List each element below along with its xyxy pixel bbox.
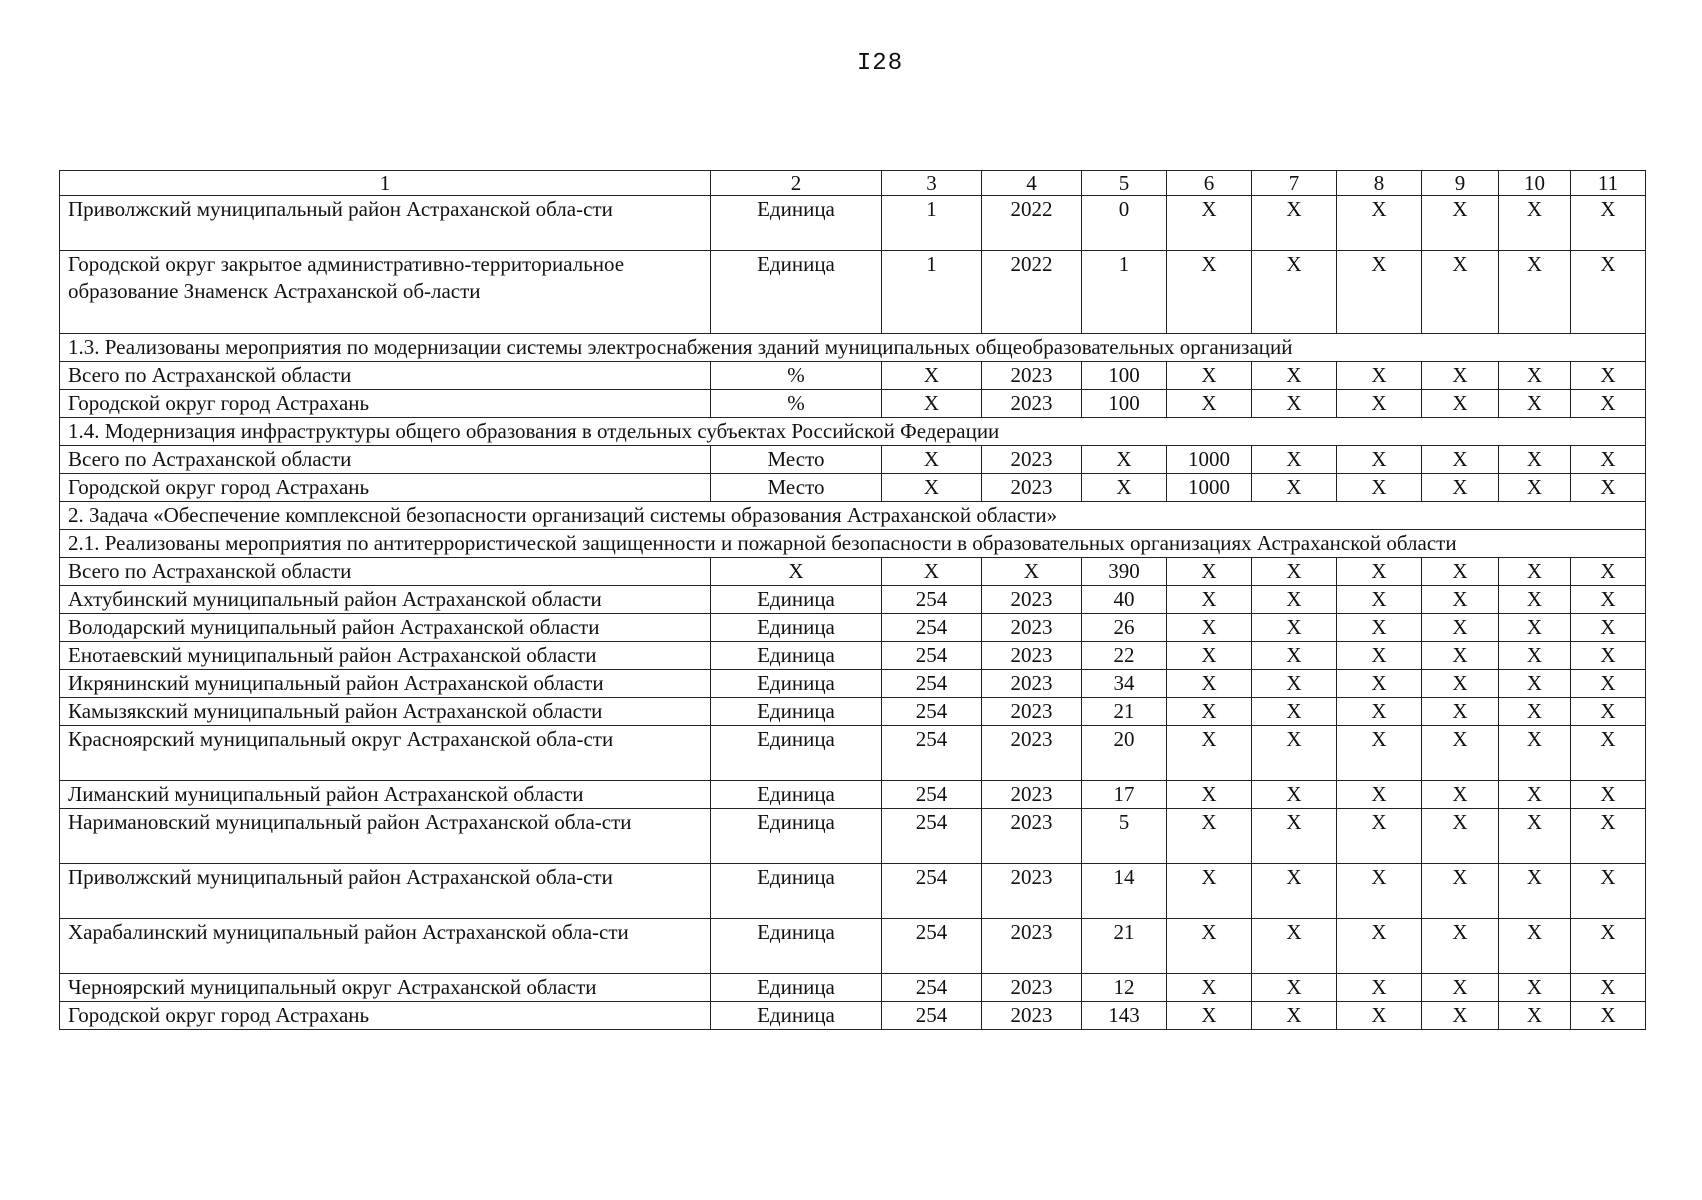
cell-value-10: X [1499,446,1571,474]
cell-value-11: X [1571,1002,1646,1030]
cell-value-7: X [1252,390,1337,418]
cell-value-6: X [1167,614,1252,642]
cell-value-11: X [1571,864,1646,919]
cell-year: 2023 [982,614,1082,642]
cell-year: X [982,558,1082,586]
cell-year: 2023 [982,919,1082,974]
cell-value-6: X [1167,864,1252,919]
cell-value-6: X [1167,251,1252,334]
cell-unit: Единица [711,781,882,809]
table-row [60,698,1646,726]
cell-value-5: 100 [1082,362,1167,390]
cell-year: 2023 [982,726,1082,781]
section-row [60,530,1646,558]
cell-value-5: 21 [1082,698,1167,726]
cell-name: Наримановский муниципальный район Астраханской обла-сти [60,809,711,864]
table-row [60,726,1646,781]
cell-value-11: X [1571,809,1646,864]
cell-value-10: X [1499,670,1571,698]
cell-value-3: X [882,558,982,586]
cell-value-5: 0 [1082,196,1167,251]
cell-year: 2023 [982,670,1082,698]
cell-unit: Место [711,474,882,502]
cell-value-5: X [1082,446,1167,474]
table-row [60,919,1646,974]
cell-value-9: X [1422,586,1499,614]
cell-unit: Единица [711,974,882,1002]
cell-value-9: X [1422,614,1499,642]
cell-value-7: X [1252,614,1337,642]
cell-value-10: X [1499,474,1571,502]
cell-unit: Единица [711,919,882,974]
cell-unit: % [711,362,882,390]
cell-unit: Единица [711,586,882,614]
cell-value-9: X [1422,781,1499,809]
cell-value-5: 22 [1082,642,1167,670]
cell-value-5: X [1082,474,1167,502]
cell-value-11: X [1571,698,1646,726]
section-title: 2.1. Реализованы мероприятия по антитеррористической защищенности и пожарной безопасности в образовательных организациях Астраханской области [60,530,1646,558]
cell-value-6: X [1167,670,1252,698]
cell-value-11: X [1571,614,1646,642]
section-title: 1.3. Реализованы мероприятия по модернизации системы электроснабжения зданий муниципальных общеобразовательных организаций [60,334,1646,362]
cell-value-9: X [1422,362,1499,390]
cell-value-9: X [1422,390,1499,418]
column-header-4: 4 [982,171,1082,196]
cell-value-10: X [1499,864,1571,919]
cell-value-7: X [1252,726,1337,781]
cell-year: 2023 [982,642,1082,670]
cell-value-7: X [1252,251,1337,334]
cell-value-9: X [1422,919,1499,974]
cell-value-8: X [1337,974,1422,1002]
section-title: 1.4. Модернизация инфраструктуры общего образования в отдельных субъектах Российской Федерации [60,418,1646,446]
cell-value-3: 254 [882,698,982,726]
cell-value-9: X [1422,642,1499,670]
cell-value-6: 1000 [1167,474,1252,502]
cell-unit: Единица [711,864,882,919]
cell-name: Ахтубинский муниципальный район Астраханской области [60,586,711,614]
header-row [60,171,1646,196]
cell-value-7: X [1252,642,1337,670]
indicators-table [59,170,1646,1030]
cell-unit: Место [711,446,882,474]
cell-unit: % [711,390,882,418]
column-header-6: 6 [1167,171,1252,196]
cell-value-8: X [1337,196,1422,251]
cell-name: Лиманский муниципальный район Астраханской области [60,781,711,809]
cell-value-10: X [1499,781,1571,809]
cell-name: Володарский муниципальный район Астраханской области [60,614,711,642]
cell-value-9: X [1422,558,1499,586]
cell-name: Всего по Астраханской области [60,362,711,390]
cell-value-11: X [1571,446,1646,474]
cell-name: Черноярский муниципальный округ Астраханской области [60,974,711,1002]
table-row [60,251,1646,334]
cell-value-11: X [1571,390,1646,418]
cell-value-7: X [1252,919,1337,974]
cell-value-3: X [882,362,982,390]
cell-value-10: X [1499,642,1571,670]
cell-value-9: X [1422,251,1499,334]
cell-value-8: X [1337,642,1422,670]
cell-value-10: X [1499,614,1571,642]
cell-value-6: X [1167,642,1252,670]
cell-value-6: 1000 [1167,446,1252,474]
cell-value-5: 143 [1082,1002,1167,1030]
table-row [60,809,1646,864]
section-row [60,334,1646,362]
table-row [60,642,1646,670]
cell-name: Городской округ город Астрахань [60,474,711,502]
cell-value-7: X [1252,196,1337,251]
column-header-10: 10 [1499,171,1571,196]
cell-name: Харабалинский муниципальный район Астраханской обла-сти [60,919,711,974]
cell-value-9: X [1422,864,1499,919]
cell-value-8: X [1337,864,1422,919]
section-title: 2. Задача «Обеспечение комплексной безопасности организаций системы образования Астраханской области» [60,502,1646,530]
cell-value-3: 254 [882,586,982,614]
cell-unit: Единица [711,196,882,251]
cell-value-11: X [1571,251,1646,334]
cell-value-3: 254 [882,642,982,670]
cell-value-5: 17 [1082,781,1167,809]
cell-value-9: X [1422,974,1499,1002]
cell-value-5: 1 [1082,251,1167,334]
page-number: I28 [856,50,904,77]
cell-value-8: X [1337,809,1422,864]
cell-year: 2023 [982,474,1082,502]
cell-value-3: 254 [882,809,982,864]
cell-unit: Единица [711,726,882,781]
cell-value-3: 1 [882,251,982,334]
cell-year: 2022 [982,196,1082,251]
cell-value-8: X [1337,919,1422,974]
cell-value-7: X [1252,446,1337,474]
cell-year: 2023 [982,586,1082,614]
cell-value-6: X [1167,698,1252,726]
cell-value-7: X [1252,670,1337,698]
cell-value-5: 14 [1082,864,1167,919]
cell-value-7: X [1252,781,1337,809]
cell-year: 2023 [982,809,1082,864]
cell-value-6: X [1167,781,1252,809]
cell-value-3: 254 [882,919,982,974]
cell-name: Городской округ закрытое административно-территориальное образование Знаменск Астраханской об-ласти [60,251,711,334]
table-row [60,474,1646,502]
cell-value-11: X [1571,474,1646,502]
cell-value-11: X [1571,670,1646,698]
cell-value-8: X [1337,781,1422,809]
cell-value-10: X [1499,390,1571,418]
cell-value-10: X [1499,698,1571,726]
table-row [60,586,1646,614]
column-header-8: 8 [1337,171,1422,196]
cell-value-8: X [1337,390,1422,418]
cell-value-6: X [1167,919,1252,974]
column-header-1: 1 [60,171,711,196]
cell-unit: Единица [711,1002,882,1030]
cell-year: 2023 [982,698,1082,726]
cell-value-5: 5 [1082,809,1167,864]
table-body [60,196,1646,1030]
cell-unit: Единица [711,670,882,698]
table-row [60,1002,1646,1030]
cell-value-10: X [1499,251,1571,334]
cell-value-8: X [1337,586,1422,614]
table-row [60,446,1646,474]
cell-value-3: X [882,446,982,474]
cell-value-9: X [1422,446,1499,474]
cell-value-9: X [1422,1002,1499,1030]
cell-value-3: 254 [882,1002,982,1030]
cell-value-3: 254 [882,614,982,642]
cell-value-7: X [1252,558,1337,586]
cell-value-3: 254 [882,726,982,781]
cell-value-8: X [1337,670,1422,698]
cell-name: Приволжский муниципальный район Астраханской обла-сти [60,864,711,919]
cell-value-9: X [1422,196,1499,251]
cell-value-3: 254 [882,864,982,919]
table-row [60,558,1646,586]
cell-unit: X [711,558,882,586]
table-row [60,670,1646,698]
cell-value-3: X [882,390,982,418]
column-header-11: 11 [1571,171,1646,196]
column-header-9: 9 [1422,171,1499,196]
section-row [60,502,1646,530]
cell-value-8: X [1337,362,1422,390]
column-header-2: 2 [711,171,882,196]
cell-value-6: X [1167,362,1252,390]
table-header [60,171,1646,196]
cell-value-11: X [1571,558,1646,586]
cell-value-5: 40 [1082,586,1167,614]
table-row [60,864,1646,919]
column-header-3: 3 [882,171,982,196]
cell-value-8: X [1337,614,1422,642]
table-row [60,362,1646,390]
cell-value-5: 20 [1082,726,1167,781]
cell-year: 2023 [982,446,1082,474]
cell-value-7: X [1252,586,1337,614]
cell-value-11: X [1571,726,1646,781]
cell-value-8: X [1337,474,1422,502]
cell-value-6: X [1167,196,1252,251]
cell-value-7: X [1252,974,1337,1002]
table-row [60,781,1646,809]
cell-value-5: 100 [1082,390,1167,418]
cell-value-7: X [1252,809,1337,864]
cell-value-10: X [1499,362,1571,390]
cell-value-6: X [1167,558,1252,586]
table-row [60,974,1646,1002]
cell-unit: Единица [711,614,882,642]
cell-year: 2023 [982,974,1082,1002]
cell-name: Енотаевский муниципальный район Астраханской области [60,642,711,670]
cell-value-7: X [1252,474,1337,502]
column-header-5: 5 [1082,171,1167,196]
cell-value-7: X [1252,864,1337,919]
cell-value-5: 21 [1082,919,1167,974]
cell-value-3: 1 [882,196,982,251]
cell-value-3: 254 [882,670,982,698]
cell-value-5: 390 [1082,558,1167,586]
cell-name: Городской округ город Астрахань [60,390,711,418]
cell-year: 2023 [982,864,1082,919]
cell-value-3: X [882,474,982,502]
cell-value-10: X [1499,919,1571,974]
table-row [60,614,1646,642]
section-row [60,418,1646,446]
cell-value-6: X [1167,1002,1252,1030]
cell-name: Икрянинский муниципальный район Астраханской области [60,670,711,698]
cell-year: 2022 [982,251,1082,334]
table-row [60,196,1646,251]
column-header-7: 7 [1252,171,1337,196]
cell-value-8: X [1337,726,1422,781]
cell-year: 2023 [982,781,1082,809]
indicators-table-container [59,170,1645,1030]
cell-year: 2023 [982,1002,1082,1030]
table-row [60,390,1646,418]
cell-value-5: 26 [1082,614,1167,642]
cell-value-10: X [1499,726,1571,781]
cell-value-10: X [1499,586,1571,614]
cell-value-7: X [1252,362,1337,390]
cell-value-3: 254 [882,974,982,1002]
cell-value-9: X [1422,698,1499,726]
cell-year: 2023 [982,362,1082,390]
cell-value-11: X [1571,781,1646,809]
cell-value-9: X [1422,726,1499,781]
cell-value-11: X [1571,919,1646,974]
cell-value-6: X [1167,809,1252,864]
cell-value-7: X [1252,1002,1337,1030]
cell-value-10: X [1499,558,1571,586]
cell-value-8: X [1337,446,1422,474]
cell-value-5: 12 [1082,974,1167,1002]
cell-value-9: X [1422,809,1499,864]
cell-value-10: X [1499,809,1571,864]
cell-unit: Единица [711,698,882,726]
cell-value-3: 254 [882,781,982,809]
cell-value-9: X [1422,670,1499,698]
cell-value-11: X [1571,974,1646,1002]
cell-value-6: X [1167,586,1252,614]
cell-value-6: X [1167,726,1252,781]
cell-name: Красноярский муниципальный округ Астраханской обла-сти [60,726,711,781]
cell-value-11: X [1571,586,1646,614]
cell-value-8: X [1337,1002,1422,1030]
cell-value-5: 34 [1082,670,1167,698]
cell-unit: Единица [711,251,882,334]
cell-value-10: X [1499,1002,1571,1030]
cell-value-10: X [1499,974,1571,1002]
cell-name: Всего по Астраханской области [60,446,711,474]
cell-value-8: X [1337,558,1422,586]
cell-value-6: X [1167,390,1252,418]
cell-value-6: X [1167,974,1252,1002]
cell-value-7: X [1252,698,1337,726]
cell-name: Приволжский муниципальный район Астраханской обла-сти [60,196,711,251]
cell-value-11: X [1571,196,1646,251]
cell-value-11: X [1571,362,1646,390]
cell-value-11: X [1571,642,1646,670]
cell-name: Камызякский муниципальный район Астраханской области [60,698,711,726]
cell-value-9: X [1422,474,1499,502]
cell-unit: Единица [711,642,882,670]
cell-value-10: X [1499,196,1571,251]
cell-name: Всего по Астраханской области [60,558,711,586]
cell-value-8: X [1337,251,1422,334]
cell-unit: Единица [711,809,882,864]
cell-value-8: X [1337,698,1422,726]
cell-name: Городской округ город Астрахань [60,1002,711,1030]
cell-year: 2023 [982,390,1082,418]
